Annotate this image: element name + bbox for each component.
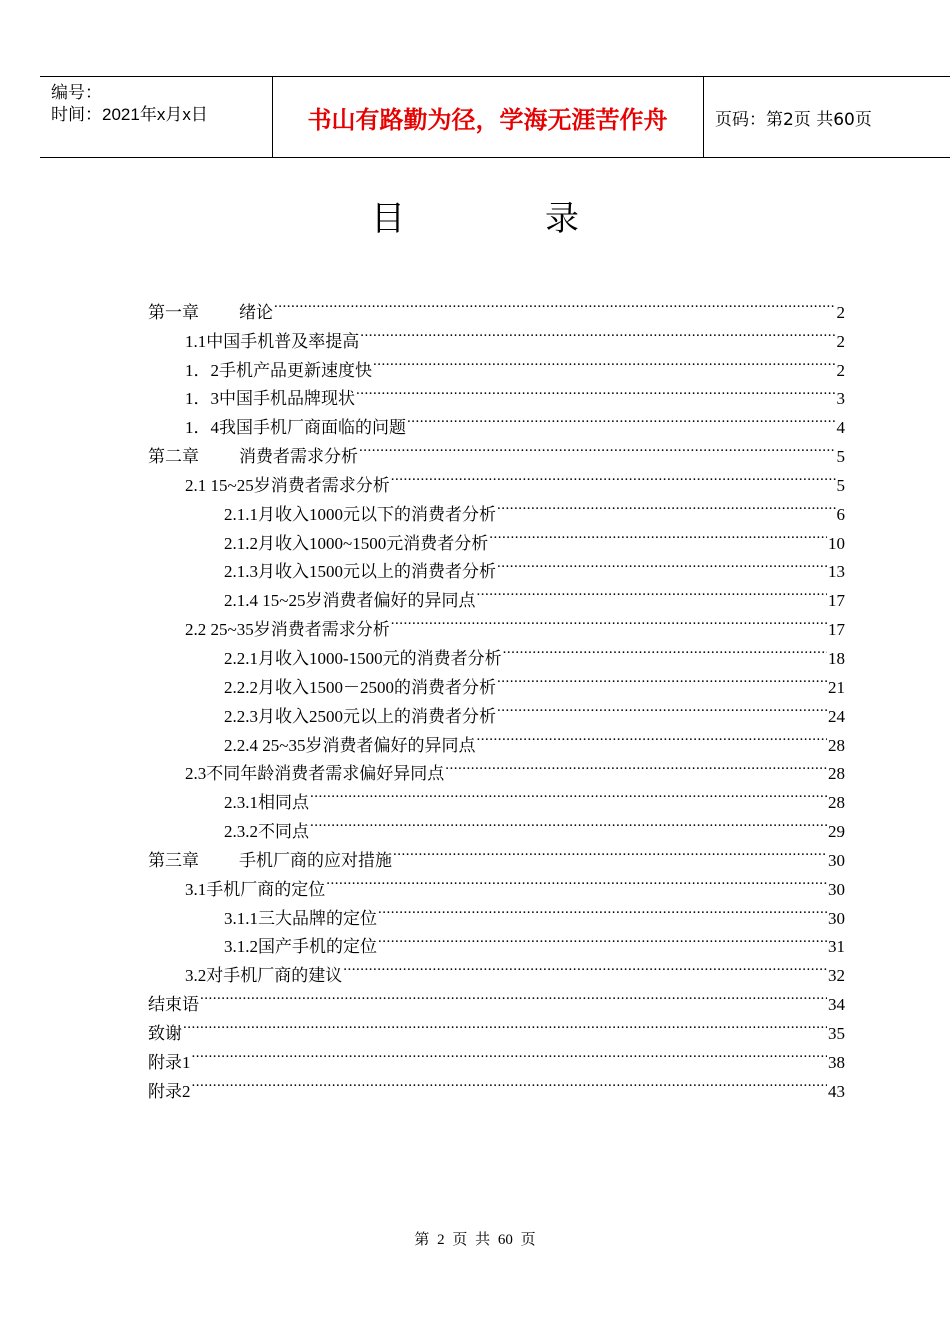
toc-dot-leader <box>310 808 827 837</box>
toc-dot-leader <box>378 895 827 924</box>
toc-entry-title: 3.1手机厂商的定位 <box>185 879 326 899</box>
toc-page-number: 28 <box>828 764 845 784</box>
toc-page-number: 30 <box>828 908 845 928</box>
document-number-label: 编号： <box>51 83 102 102</box>
toc-entry-title: 2.2 25~35岁消费者需求分析 <box>185 620 390 640</box>
toc-page-number: 32 <box>828 966 845 986</box>
header-info-cell <box>40 77 273 157</box>
toc-page-number: 34 <box>828 995 845 1015</box>
toc-dot-leader <box>497 693 827 722</box>
toc-page-number: 28 <box>828 735 845 755</box>
toc-entry-title <box>148 443 358 472</box>
toc-dot-leader <box>343 952 827 981</box>
toc-entry-title: 2.2.3月收入2500元以上的消费者分析 <box>224 706 496 726</box>
toc-entry-title: 2.1.3月收入1500元以上的消费者分析 <box>224 562 496 582</box>
toc-entry-title: 2.3不同年龄消费者需求偏好异同点 <box>185 764 445 784</box>
toc-entry[interactable] <box>148 1068 845 1101</box>
toc-page-number: 28 <box>828 793 845 813</box>
toc-entry-title: 2.1.1月收入1000元以下的消费者分析 <box>224 504 496 524</box>
toc-dot-leader <box>183 1010 827 1039</box>
header-motto: 书山有路勤为径，学海无涯苦作舟 <box>307 106 668 134</box>
toc-page-number: 13 <box>828 562 845 582</box>
toc-entry-title: 3.1.2国产手机的定位 <box>224 937 377 957</box>
toc-entry-title: 1.1中国手机普及率提高 <box>185 331 360 351</box>
toc-page-number: 3 <box>836 389 845 409</box>
table-of-contents <box>148 289 845 1101</box>
toc-entry[interactable] <box>148 981 845 1015</box>
toc-entry-title: 1．4我国手机厂商面临的问题 <box>185 418 406 438</box>
toc-chapter-number: 第一章 <box>148 302 199 322</box>
toc-dot-leader <box>445 751 827 780</box>
toc-chapter-title: 消费者需求分析 <box>239 447 358 467</box>
toc-entry-title: 结束语 <box>148 995 199 1015</box>
toc-entry-title: 附录1 <box>148 1052 191 1072</box>
toc-dot-leader <box>489 520 827 549</box>
toc-entry[interactable] <box>148 289 845 322</box>
toc-entry-title: 附录2 <box>148 1081 191 1101</box>
toc-page-number: 5 <box>836 447 845 467</box>
toc-entry-title: 2.2.2月收入1500－2500的消费者分析 <box>224 677 496 697</box>
toc-dot-leader <box>360 318 835 347</box>
toc-dot-leader <box>200 981 827 1010</box>
header-page-cell <box>704 77 950 157</box>
toc-dot-leader <box>476 722 827 751</box>
toc-page-number: 4 <box>836 418 845 438</box>
toc-page-number: 35 <box>828 1023 845 1043</box>
page-header <box>40 76 950 158</box>
toc-chapter-title: 绪论 <box>239 302 273 322</box>
toc-dot-leader <box>391 606 827 635</box>
toc-chapter-number: 第二章 <box>148 447 199 467</box>
toc-dot-leader <box>192 1039 828 1068</box>
toc-dot-leader <box>497 491 836 520</box>
toc-entry-title: 3.1.1三大品牌的定位 <box>224 908 377 928</box>
toc-entry-title: 2.3.2不同点 <box>224 822 309 842</box>
toc-dot-leader <box>393 837 827 866</box>
toc-dot-leader <box>407 404 836 433</box>
toc-page-number: 17 <box>828 591 845 611</box>
toc-dot-leader <box>378 924 827 953</box>
toc-entry-title: 2.1 15~25岁消费者需求分析 <box>185 475 390 495</box>
page-footer: 第 2 页 共 60 页 <box>414 1232 536 1248</box>
toc-entry-title: 2.1.4 15~25岁消费者偏好的异同点 <box>224 591 476 611</box>
toc-page-number: 17 <box>828 620 845 640</box>
toc-entry-title: 2.2.4 25~35岁消费者偏好的异同点 <box>224 735 476 755</box>
toc-dot-leader <box>359 433 836 462</box>
toc-dot-leader <box>476 577 827 606</box>
toc-dot-leader <box>391 462 836 491</box>
toc-entry-title: 1．3中国手机品牌现状 <box>185 389 355 409</box>
toc-page-number: 18 <box>828 648 845 668</box>
toc-entry-title: 1．2手机产品更新速度快 <box>185 360 372 380</box>
toc-entry-title: 2.3.1相同点 <box>224 793 309 813</box>
toc-dot-leader <box>373 347 836 376</box>
toc-entry-title: 致谢 <box>148 1023 182 1043</box>
toc-entry-title: 3.2对手机厂商的建议 <box>185 966 343 986</box>
toc-page-number: 2 <box>836 360 845 380</box>
toc-page-number: 31 <box>828 937 845 957</box>
toc-page-number: 38 <box>828 1052 845 1072</box>
toc-entry-title: 2.1.2月收入1000~1500元消费者分析 <box>224 533 489 553</box>
toc-dot-leader <box>497 664 827 693</box>
toc-dot-leader <box>497 549 827 578</box>
toc-page-number: 43 <box>828 1081 845 1101</box>
toc-page-number: 30 <box>828 879 845 899</box>
header-page-info: 页码：第2页 共60页 <box>715 110 872 130</box>
toc-page-number: 6 <box>836 504 845 524</box>
toc-entry-title: 2.2.1月收入1000-1500元的消费者分析 <box>224 648 502 668</box>
toc-dot-leader <box>192 1068 828 1097</box>
toc-entry[interactable] <box>148 1010 845 1043</box>
toc-dot-leader <box>274 289 836 318</box>
toc-entry-title <box>148 299 273 328</box>
toc-page-number: 29 <box>828 822 845 842</box>
toc-page-number: 2 <box>836 331 845 351</box>
toc-page-number: 2 <box>836 302 845 322</box>
toc-dot-leader <box>356 376 836 405</box>
toc-page-number: 21 <box>828 677 845 697</box>
toc-chapter-number: 第三章 <box>148 850 199 870</box>
toc-dot-leader <box>326 866 827 895</box>
toc-page-number: 24 <box>828 706 845 726</box>
toc-page-number: 10 <box>828 533 845 553</box>
toc-chapter-title: 手机厂商的应对措施 <box>239 850 392 870</box>
toc-dot-leader <box>503 635 827 664</box>
toc-entry[interactable] <box>148 1039 845 1072</box>
header-motto-cell <box>272 77 704 157</box>
toc-page-number: 30 <box>828 850 845 870</box>
page-title: 目录 <box>371 199 719 239</box>
toc-dot-leader <box>310 779 827 808</box>
toc-page-number: 5 <box>836 475 845 495</box>
document-time-label: 时间：2021年x月x日 <box>51 105 208 124</box>
